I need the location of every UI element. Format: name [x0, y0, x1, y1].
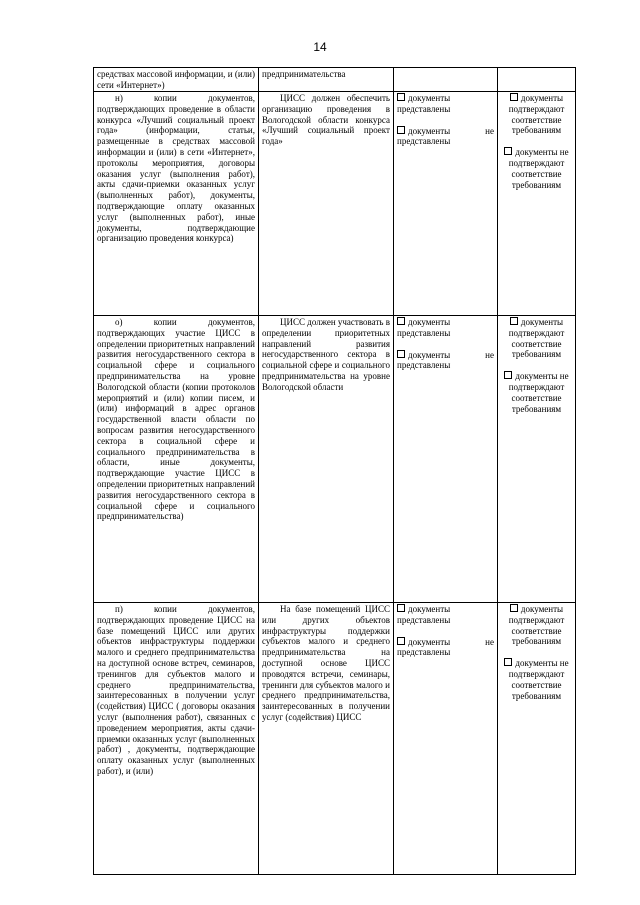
criterion-cell — [94, 92, 259, 316]
assessment-option[interactable] — [501, 604, 572, 647]
assessment-option[interactable] — [501, 317, 572, 360]
checkbox-icon[interactable] — [504, 658, 512, 666]
description-text: На базе помещений ЦИСС или других объектов инфраструктуры поддержки субъектов малого и среднего предпринимательства на доступной основе ЦИСС проводятся встречи, семинары, тренинги для субъектов малого и среднего предпринимательства, заинтересованных в получении услуг (содействия) ЦИСС — [262, 604, 390, 722]
description-text: предпринимательства — [262, 69, 346, 79]
checkbox-icon[interactable] — [510, 317, 518, 325]
assessment-option-label: документы не подтверждают соответствие требованиям — [508, 147, 569, 190]
submitted-option[interactable] — [397, 604, 494, 626]
checkbox-icon[interactable] — [397, 637, 405, 645]
assessment-option-label: документы подтверждают соответствие требованиям — [508, 317, 565, 360]
table-body — [94, 68, 576, 875]
criterion-cell — [94, 68, 259, 92]
page-number: 14 — [313, 40, 327, 54]
table-row — [94, 92, 576, 316]
assessment-option[interactable] — [501, 658, 572, 701]
assessment-cell — [498, 92, 576, 316]
checkbox-icon[interactable] — [397, 93, 405, 101]
assessment-option-label: документы подтверждают соответствие требованиям — [508, 93, 565, 136]
assessment-option[interactable] — [501, 371, 572, 414]
assessment-option[interactable] — [501, 93, 572, 136]
submitted-option-label: документы не представлены — [397, 125, 494, 147]
submitted-option-label: документы не представлены — [397, 349, 494, 371]
assessment-option-label: документы не подтверждают соответствие требованиям — [508, 658, 569, 701]
assessment-cell — [498, 68, 576, 92]
criterion-text: н) копии документов, подтверждающих проведение в области конкурса «Лучший социальный проект года» (информации, статьи, размещенные в средствах массовой информации и (или) в сети «Интернет», протоколы мероприятия, договоры оказания услуг (выполнения работ), акты сдачи-приемки оказанных услуг (выполненных работ), документы, подтверждающие оплату оказанных услуг (выполненных работ), иные документы, подтверждающие организацию проведения конкурса) — [97, 93, 255, 244]
description-text: ЦИСС должен обеспечить организацию проведения в Вологодской области конкурса «Лучший социальный проект года» — [262, 93, 390, 147]
criterion-text: п) копии документов, подтверждающих проведение ЦИСС на базе помещений ЦИСС или других объектов инфраструктуры поддержки малого и среднего предпринимательства на доступной основе встреч, семинаров, тренингов для субъектов малого и среднего предпринимательства, заинтересованных в получении услуг (содействия) ЦИСС ( договоры оказания услуг (выполнения работ), связанных с проведением мероприятия, акты сдачи-приемки оказанных услуг (выполненных работ) , документы, подтверждающие оплату оказанных услуг (выполненных работ), и (или) — [97, 604, 255, 776]
checkbox-icon[interactable] — [397, 604, 405, 612]
checkbox-icon[interactable] — [504, 371, 512, 379]
criterion-cell — [94, 316, 259, 603]
submitted-cell — [394, 68, 498, 92]
table-row — [94, 603, 576, 875]
checkbox-icon[interactable] — [510, 604, 518, 612]
criterion-cell — [94, 603, 259, 875]
submitted-option[interactable] — [397, 126, 494, 148]
description-cell — [259, 316, 394, 603]
assessment-cell — [498, 603, 576, 875]
submitted-cell — [394, 603, 498, 875]
description-cell — [259, 92, 394, 316]
description-text: ЦИСС должен участвовать в определении приоритетных направлений развития негосударственного сектора в социальной сфере и социального предпринимательства на уровне Вологодской области — [262, 317, 390, 392]
assessment-option-label: документы подтверждают соответствие требованиям — [508, 604, 565, 647]
description-cell — [259, 603, 394, 875]
submitted-option-label: документы представлены — [397, 93, 451, 114]
checkbox-icon[interactable] — [397, 317, 405, 325]
submitted-option[interactable] — [397, 317, 494, 339]
table-row — [94, 316, 576, 603]
submitted-option[interactable] — [397, 637, 494, 659]
submitted-cell — [394, 92, 498, 316]
assessment-option[interactable] — [501, 147, 572, 190]
checkbox-icon[interactable] — [510, 93, 518, 101]
assessment-cell — [498, 316, 576, 603]
assessment-option-label: документы не подтверждают соответствие требованиям — [508, 371, 569, 414]
submitted-cell — [394, 316, 498, 603]
criterion-text: средствах массовой информации, и (или) сети «Интернет») — [97, 69, 255, 90]
submitted-option-label: документы не представлены — [397, 636, 494, 658]
requirements-table — [93, 67, 576, 875]
checkbox-icon[interactable] — [397, 126, 405, 134]
submitted-option-label: документы представлены — [397, 604, 451, 625]
checkbox-icon[interactable] — [397, 350, 405, 358]
criterion-text: о) копии документов, подтверждающих участие ЦИСС в определении приоритетных направлений развития негосударственного сектора в социальной сфере и социального предпринимательства на уровне Вологодской области (копии протоколов мероприятий и (или) копии писем, и (или) информаций в адрес органов государственной власти области по вопросам развития негосударственного сектора в социальной сфере и социального предпринимательства в области, иные документы, подтверждающие участие ЦИСС в определении приоритетных направлений развития негосударственного сектора в социальной сфере и социального предпринимательства) — [97, 317, 255, 522]
table-row — [94, 68, 576, 92]
submitted-option-label: документы представлены — [397, 317, 451, 338]
submitted-option[interactable] — [397, 93, 494, 115]
description-cell — [259, 68, 394, 92]
checkbox-icon[interactable] — [504, 147, 512, 155]
submitted-option[interactable] — [397, 350, 494, 372]
